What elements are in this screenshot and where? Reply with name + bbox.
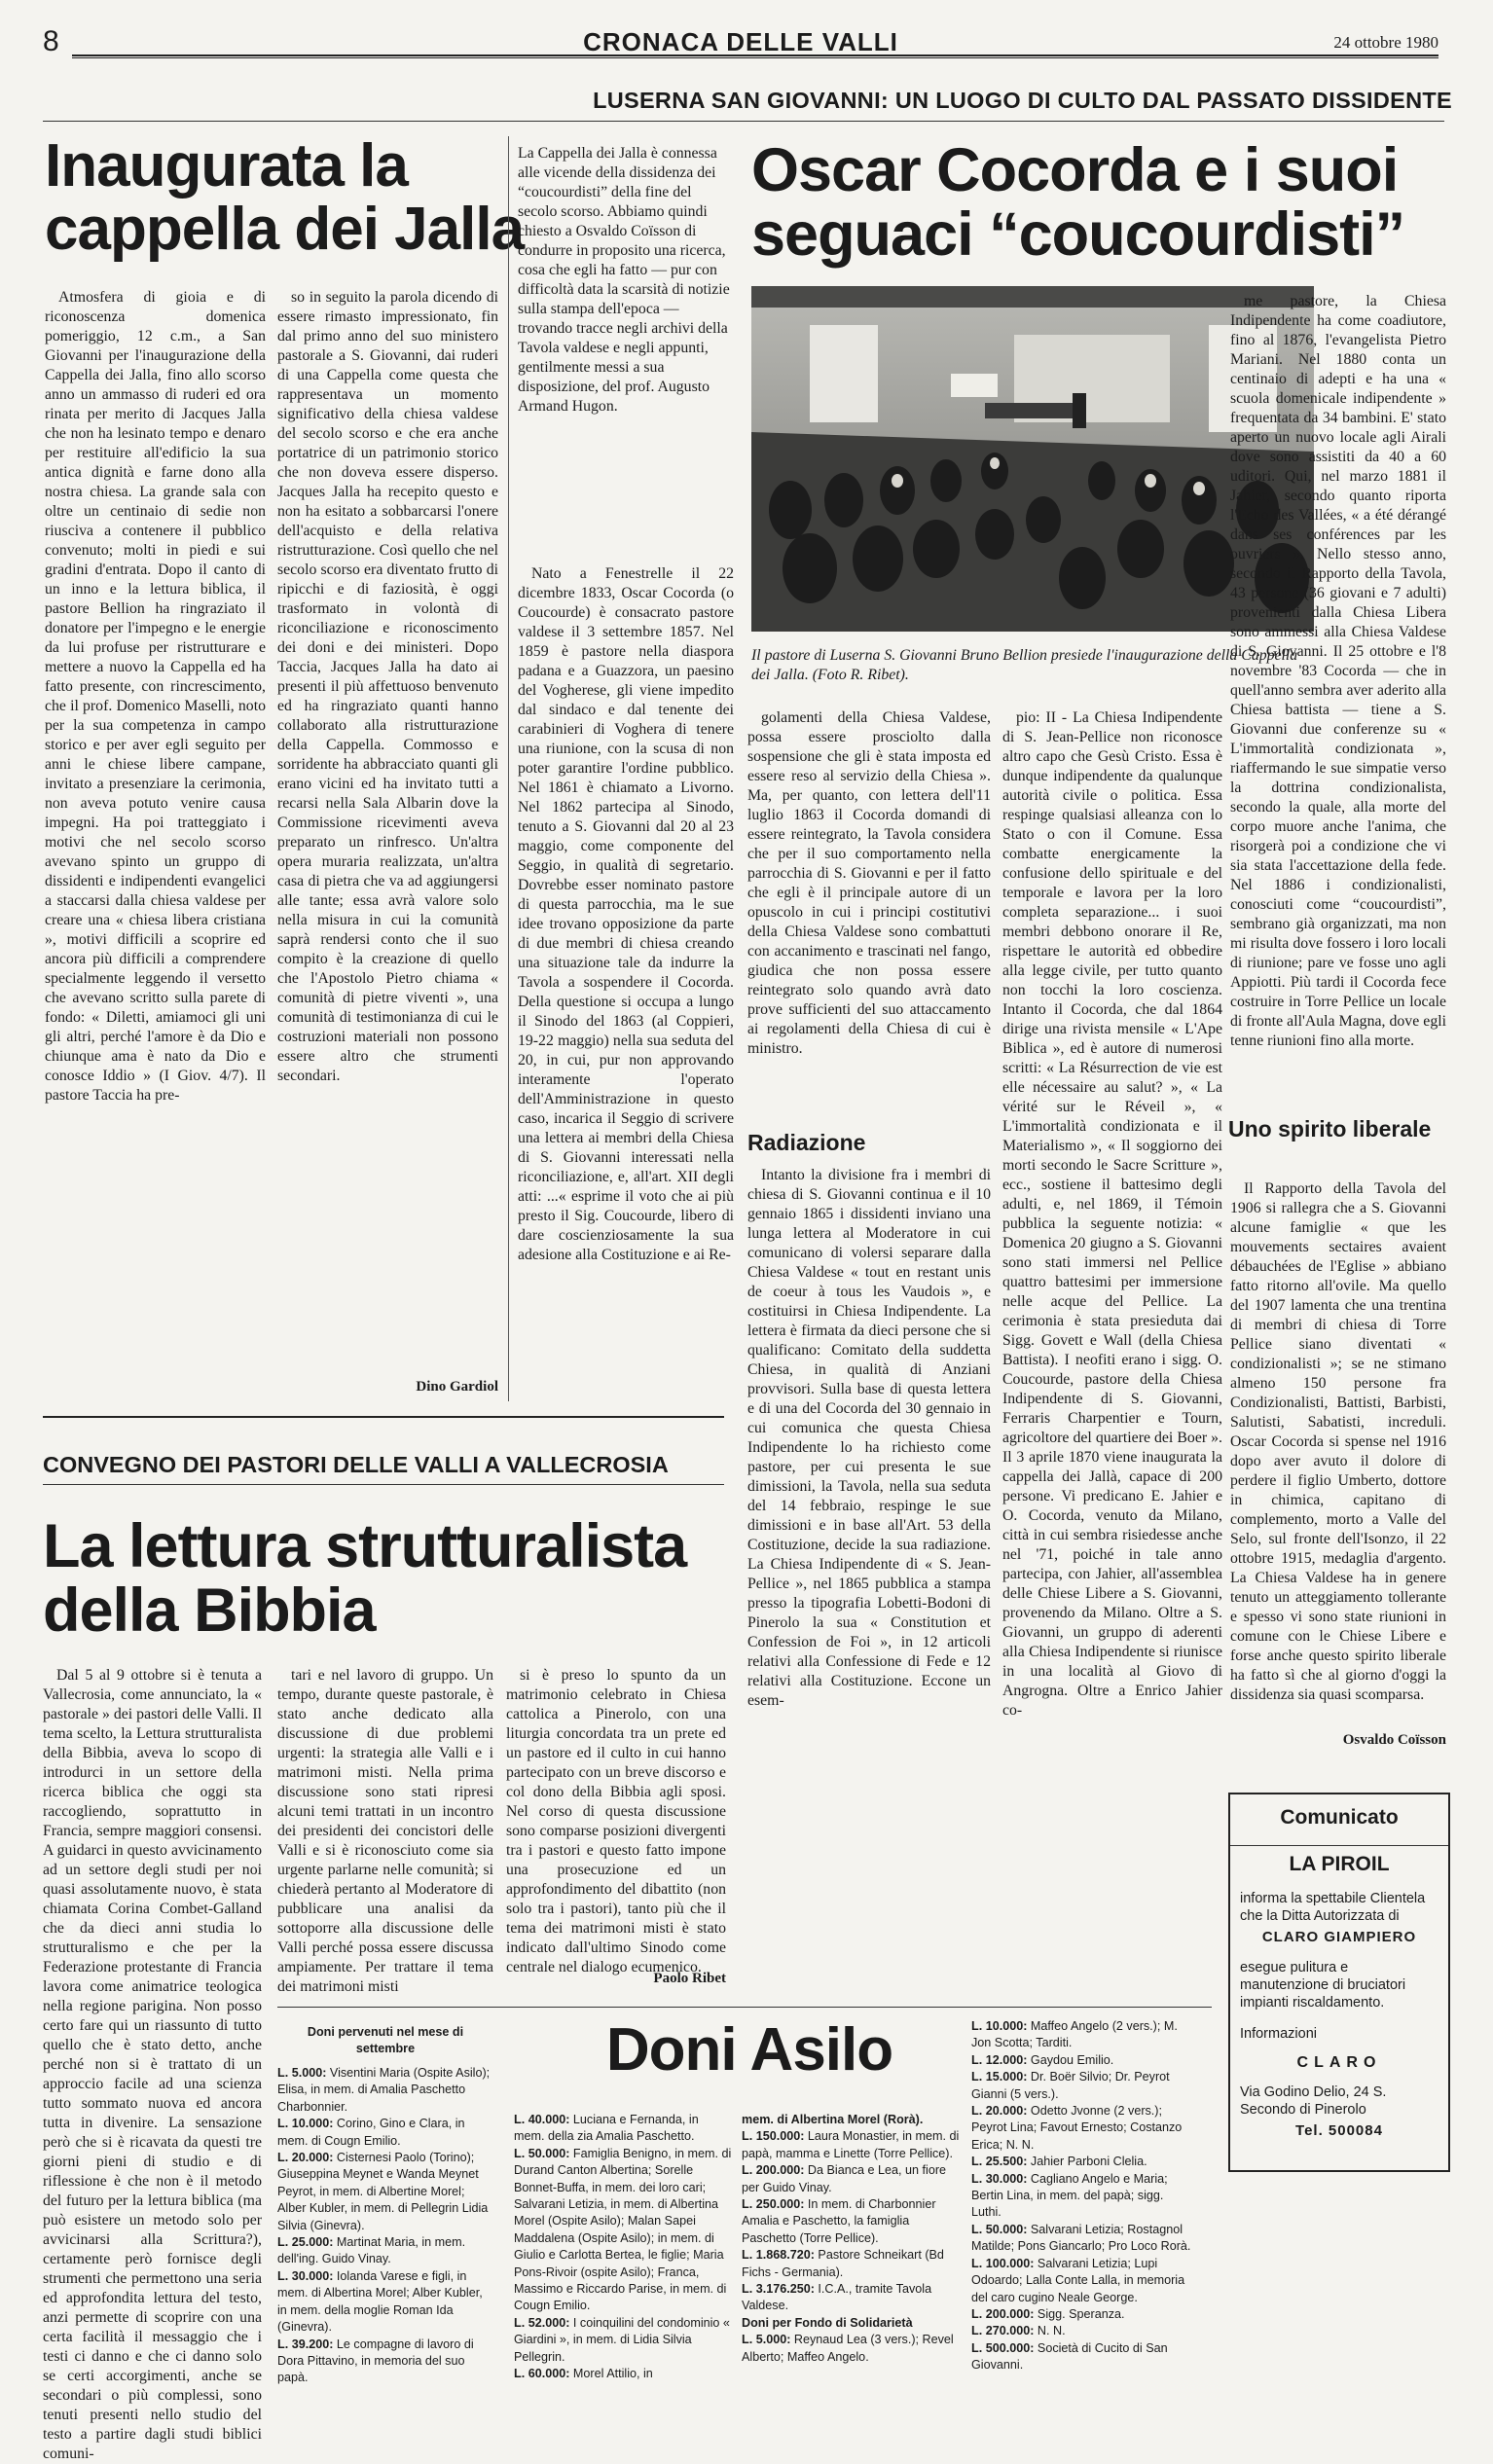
ad-header-rule bbox=[1230, 1845, 1448, 1846]
article2-column-c bbox=[1002, 708, 1222, 1919]
ad-telephone: Tel. 500084 bbox=[1295, 2122, 1383, 2139]
donation-entry: L. 52.000: I coinquilini del condominio « Giardini », in mem. di Lidia Silvia Pellegrin. bbox=[514, 2315, 730, 2364]
article2-column-b bbox=[747, 708, 991, 1156]
donation-entry: L. 15.000: Dr. Boër Silvio; Dr. Peyrot Gianni (5 vers.). bbox=[971, 2070, 1170, 2101]
doni-column-3 bbox=[742, 2112, 962, 2364]
article2-text-c: pio: II - La Chiesa Indipendente di S. Jean-Pellice non riconosce altro capo che Gesù Cristo. Essa è dunque indipendente da qualunque autorità civile o politica. Essa respinge qualsiasi alleanza con lo Stato o con il Comune. Essa combatte energicamente la confusione dello spirituale e del temporale e lavora per la loro completa separazione... i suoi membri debbono onorare il Re, rispettare le autorità ed obbedire alla legge civile, per tutto quanto non tocchi la loro coscienza. Intanto il Cocorda, che dal 1864 dirige una rivista mensile « L'Ape Biblica », ed è autore di numerosi scritti: « La Résurrection de vie est elle nécessaire au salut? », « La vérité sur le Réveil », « L'immortalità condizionata e il Materialismo », « Il soggiorno dei morti secondo le Sacre Scritture », ecc., sostiene il battesimo degli adulti, e, nel 1869, il Témoin pubblica la seguente notizia: « Domenica 20 giugno a S. Giovanni sono stati immersi nel Pellice quattro battesimi per immersione nelle acque del Pellice. La cerimonia è stata presieduta dai Sigg. Govett e Wall (della Chiesa Battista). I neofiti erano i sigg. O. Coucourde, pastore della Chiesa Indipendente di S. Giovanni, Ferraris Charpentier e Tourn, agricoltore del quartiere dei Boer ». Il 3 aprile 1870 viene inaugurata la cappella dei Jallà, capace di 200 persone. Vi predicano E. Jahier e O. Cocorda, venuto da Milano, città in cui sembra risiedesse anche nel '71, poiché in tale anno partecipa, con Jahier, all'assemblea delle Chiese Libere a S. Giovanni, provenendo da Milano. Oltre a S. Giovanni, un gruppo di aderenti alla Chiesa Indipendente si riunisce in una località al Giovo di Angrogna. Oltre a Enrico Jahier co- bbox=[1002, 709, 1222, 1719]
donation-entry: L. 10.000: Corino, Gino e Clara, in mem. di Cougn Emilio. bbox=[277, 2117, 465, 2148]
subhead-radiazione: Radiazione bbox=[747, 1130, 866, 1155]
donation-entry: L. 10.000: Maffeo Angelo (2 vers.); M. Jon Scotta; Tarditi. bbox=[971, 2019, 1178, 2050]
donation-entry: L. 30.000: Cagliano Angelo e Maria; Bertin Lina, in mem. del papà; sigg. Luthi. bbox=[971, 2171, 1168, 2220]
doni-headline: Doni Asilo bbox=[605, 2016, 893, 2084]
article1-headline: Inaugurata la cappella dei Jalla bbox=[45, 132, 525, 264]
column-rule bbox=[508, 136, 509, 1401]
donation-entry: L. 200.000: Da Bianca e Lea, un fiore per Guido Vinay. bbox=[742, 2163, 947, 2194]
article2-signature: Osvaldo Coïsson bbox=[1342, 1732, 1446, 1748]
doni-list-1 bbox=[277, 2065, 493, 2387]
article3-text-1: Dal 5 al 9 ottobre si è tenuta a Vallecrosia, come annunciato, la « pastorale » dei pastori delle Valli. Il tema scelto, la Lettura strutturalista della Bibbia, aveva lo scopo di introdurci in un settore della ricerca biblica che oggi sta raccogliendo, soprattutto in Francia, sempre maggiori consensi. A guidarci in questo avvicinamento ad un settore degli studi per noi quasi assolutamente nuovo, è stata chiamata Corina Combet-Galland che da dieci anni studia lo strutturalismo e che per la Federazione protestante di Francia lavora come animatrice teologica nella regione parigina. Non posso certo fare qui un riassunto di tutto quello che è stato detto, anche perché non si è trattato di un approccio facile ad una scienza tutto sommato nuova ed ancora tutta in divenire. La sensazione però che si è ricavata da questi tre giorni pieni di studio e di riflessione è che non è il metodo del futuro per la lettura biblica (ma può esistere un metodo solo per avvicinarsi alla Scrittura?), certamente però fornisce degli strumenti che permettono una seria ed approfondita lettura del testo, anzi permette di scoprire con una certa facilità il messaggio che i testi ci danno e che ci danno solo se certi accorgimenti, anche se secondari o più complessi, sono tenuti presenti nello studio del testo a partire dagli studi biblici comuni- bbox=[43, 1667, 262, 2462]
article2-column-a bbox=[518, 564, 734, 1399]
article2-column-d bbox=[1230, 292, 1446, 1109]
ad-header: Comunicato bbox=[1280, 1806, 1399, 1829]
ad-address: Via Godino Delio, 24 S. Secondo di Pinerolo bbox=[1240, 2084, 1387, 2118]
top-kicker: LUSERNA SAN GIOVANNI: UN LUOGO DI CULTO DAL PASSATO DISSIDENTE bbox=[593, 88, 1452, 113]
doni-small-title: Doni pervenuti nel mese di settembre bbox=[307, 2025, 464, 2055]
donation-entry: L. 20.000: Odetto Jvonne (2 vers.); Peyrot Lina; Favout Ernesto; Costanzo Erica; N. N. bbox=[971, 2104, 1183, 2152]
article3-kicker-rule bbox=[43, 1484, 724, 1485]
article1-text-2: so in seguito la parola dicendo di essere rimasto impressionato, fin dal primo anno del suo ministero pastorale a S. Giovanni, dai ruderi di una Cappella come questa che rappresentava un momento significativo della chiesa valdese del secolo scorso e che era anche portatrice di un patrimonio storico che non doveva essere disperso. Jacques Jalla ha recepito questo e non ha esitato a sobbarcarsi l'onere dell'acquisto e della relativa ristrutturazione. Così quello che nel secolo scorso era diventato frutto di ripicchi e di faziosità, è oggi trasformato in volontà di riconciliazione e riconoscimento dei doni e dei ministeri. Dopo Taccia, Jacques Jalla ha dato ai presenti il più affettuoso benvenuto ed ha ringraziato quanti hanno collaborato alla ristrutturazione della Cappella. Commosso e sorridente ha abbracciato quanti gli erano vicini ed ha invitato tutti a recarsi nella Sala Albarin dove la Commissione ricevimenti aveva preparato un rinfresco. Un'altra opera muraria realizzata, un'altra casa di pietra che va ad aggiungersi alle tante; essa avrà valore solo nella misura in cui la comunità saprà rendersi conto che il suo compito è la creazione di quello che l'Apostolo Pietro chiama « comunità di pietre viventi », una comunità di testimonianza di cui le costruzioni materiali non possono essere altro che strumenti secondari. bbox=[277, 289, 498, 1084]
article1-text-1: Atmosfera di gioia e di riconoscenza domenica pomeriggio, 12 c.m., a San Giovanni per l'inaugurazione della Cappella dei Jalla, fino allo scorso anno un ammasso di ruderi ed ora rinata per merito di Jacques Jalla che non ha lesinato tempo e denaro per restituire all'edificio la sua antica dignità e farne dono alla nostra chiesa. La grande sala con oltre un centinaio di sedie non riusciva a contenere il pubblico convenuto; molti in piedi e sui gradini d'entrata. Dopo il canto di un inno e la lettura biblica, il pastore Bellion ha ringraziato il donatore per l'impegno e le energie da lui profuse per ristrutturare e mettere a nuovo la Cappella ed ha fatto presente, con rincrescimento, che il prof. Domenico Maselli, noto per la sua competenza in campo storico e per aver egli seguito per anni le chiese libere campane, invitato a presenziare la cerimonia, non aveva potuto venire causa impegni. Ha poi tratteggiato i motivi che nel secolo scorso avevano spinto un gruppo di dissidenti e indipendenti evangelici a staccarsi dalla chiesa valdese per creare una « chiesa libera cristiana », motivi difficili a scoprire ed ancora più difficili a comprendere specialmente leggendo il versetto che avevano scritto sulla parete di fondo: « Diletti, amiamoci gli uni gli altri, perché l'amore è da Dio e chiunque ama è nato da Dio e conosce Iddio » (I Giov. 4/7). Il pastore Taccia ha pre- bbox=[45, 289, 266, 1104]
article3-signature: Paolo Ribet bbox=[653, 1971, 726, 1986]
ad-text: informa la spettabile Clientela che la Ditta Autorizzata di bbox=[1240, 1891, 1426, 1924]
donation-entry: L. 150.000: Laura Monastier, in mem. di papà, mamma e Linette (Torre Pellice). bbox=[742, 2129, 960, 2160]
donation-entry: L. 40.000: Luciana e Fernanda, in mem. della zia Amalia Paschetto. bbox=[514, 2113, 699, 2144]
page-number: 8 bbox=[43, 25, 59, 57]
article1-signature: Dino Gardiol bbox=[416, 1379, 498, 1395]
article1-column-2 bbox=[277, 288, 498, 1378]
donation-entry: L. 25.000: Martinat Maria, in mem. dell'ing. Guido Vinay. bbox=[277, 2235, 466, 2266]
article2-column-d2 bbox=[1230, 1179, 1446, 1734]
donation-entry: L. 270.000: N. N. bbox=[971, 2324, 1066, 2338]
top-kicker-rule bbox=[43, 121, 1444, 122]
article3-text-3: si è preso lo spunto da un matrimonio celebrato in Chiesa cattolica a Pinerolo, con una liturgia concordata tra un prete ed un pastore ed il culto in cui hanno partecipato con un breve discorso e col dono della Bibbia agli sposi. Nel corso di questa discussione sono comparse posizioni divergenti tra i pastori e questo fatto impone una prosecuzione ed un approfondimento del dibattito (non solo tra i pastori), tanto più che il tema dei matrimoni misti è stato indicato dall'ultimo Sinodo come centrale nel dialogo ecumenico. bbox=[506, 1667, 726, 1975]
donation-entry: L. 250.000: In mem. di Charbonnier Amalia e Paschetto, la famiglia Paschetto (Torre Pellice). bbox=[742, 2197, 936, 2245]
article3-headline: La lettura strutturalista della Bibbia bbox=[43, 1512, 687, 1646]
donation-entry: L. 100.000: Salvarani Letizia; Lupi Odoardo; Lalla Conte Lalla, in memoria del caro cugino Neale George. bbox=[971, 2256, 1185, 2304]
donation-entry: L. 1.868.720: Pastore Schneikart (Bd Fichs - Germania). bbox=[742, 2248, 944, 2279]
newspaper-name: CRONACA DELLE VALLI bbox=[583, 27, 898, 56]
donation-entry: L. 20.000: Cisternesi Paolo (Torino); Giuseppina Meynet e Wanda Meynet Peyrot, in mem. di Albertine Morel; Alber Kubler, in mem. di Pellegrin Lidia Silvia (Ginevra). bbox=[277, 2151, 489, 2232]
ad-authorized-company: CLARO GIAMPIERO bbox=[1261, 1929, 1417, 1945]
donation-entry: mem. di Albertina Morel (Rorà). bbox=[742, 2113, 924, 2126]
article2-text-b2: Intanto la divisione fra i membri di chiesa di S. Giovanni continua e il 10 gennaio 1865 i dissidenti inviano una lunga lettera al Moderatore in cui comunicano di volersi separare dalla Chiesa Valdese « tout en restant unis de coeur à tous les Vaudois », e costituirsi in Chiesa Indipendente. La lettera è firmata da dieci persone che si qualificano: Comitato della suddetta Chiesa, in qualità di Anziani provvisori. Sulla base di questa lettera e di una del Cocorda del 30 gennaio in cui comunica che questa Chiesa Indipendente lo ha richiesto come pastore, per cui presenta le sue dimissioni, la Tavola, nella sua seduta del 14 febbraio, respinge le sue dimissioni e in base all'Art. 53 della Costituzione, decide la sua radiazione. La Chiesa Indipendente di « S. Jean-Pellice », nel 1865 pubblica a stampa presso la tipografia Lobetti-Bodoni di Pinerolo la sua « Constitution et Confession de Foi », in 12 articoli relativi alla Confessione di Fede e 12 relativi alla Costituzione. Eccone un esem- bbox=[747, 1167, 991, 1709]
masthead-rule-thin bbox=[72, 57, 1438, 58]
article1-column-1 bbox=[45, 288, 266, 1397]
ad-info-label: Informazioni bbox=[1240, 2026, 1317, 2042]
donation-entry: L. 50.000: Famiglia Benigno, in mem. di Durand Canton Albertina; Sorelle Bonnet-Buffa, in mem. dei loro cari; Salvarani Letizia, in mem. di Albertina Morel (Ospite Asilo); Malan Sapei Maddalena (Ospite Asilo); in mem. di Giulio e Carlotta Bertea, le figlie; Maria Pons-Rivoir (ospite Asilo); Franca, Massimo e Riccardo Parise, in mem. di Cougn Emilio. bbox=[514, 2146, 732, 2313]
article3-column-1 bbox=[43, 1666, 262, 2462]
doni-column-1 bbox=[277, 2024, 493, 2385]
doni-column-4 bbox=[971, 2018, 1191, 2373]
masthead bbox=[43, 25, 1438, 58]
photo-caption: Il pastore di Luserna S. Giovanni Bruno Bellion presiede l'inaugurazione della Cappella dei Jalla. (Foto R. Ribet). bbox=[751, 647, 1298, 683]
ad-brand: CLARO bbox=[1296, 2054, 1382, 2071]
article2-intro bbox=[518, 144, 734, 553]
donation-entry: L. 30.000: Iolanda Varese e figli, in mem. di Albertina Morel; Alber Kubler, in mem. della moglie Roman Ida (Ginevra). bbox=[277, 2268, 483, 2335]
doni-list-4 bbox=[971, 2018, 1191, 2374]
article3-text-2: tari e nel lavoro di gruppo. Un tempo, durante queste pastorale, è stato anche dedicato alla discussione di due problemi urgenti: la strategia alle Valli e i matrimoni misti. Nella prima discussione sono stati ripresi alcuni temi trattati in un incontro dei presidenti dei concistori delle Valli e si è riconosciuto come sia urgente parlarne nelle comunità; si chiederà pertanto al Moderatore di pubblicare una analisi da sottoporre alla discussione delle Valli perché possa essere discussa ampiamente. Per trattare il tema dei matrimoni misti bbox=[277, 1667, 493, 1995]
donation-entry: L. 5.000: Visentini Maria (Ospite Asilo); Elisa, in mem. di Amalia Paschetto Charbonnier. bbox=[277, 2066, 491, 2114]
donation-entry: L. 12.000: Gaydou Emilio. bbox=[971, 2052, 1114, 2067]
donation-entry: L. 500.000: Società di Cucito di San Giovanni. bbox=[971, 2340, 1168, 2373]
issue-date: 24 ottobre 1980 bbox=[1333, 33, 1438, 52]
doni-list-2 bbox=[514, 2112, 732, 2383]
subhead-spirito-liberale: Uno spirito liberale bbox=[1228, 1116, 1432, 1141]
article2-intro-text: La Cappella dei Jalla è connessa alle vicende della dissidenza dei “coucourdisti” della fine del secolo scorso. Abbiamo quindi chiesto a Osvaldo Coïsson di condurre in proposito una ricerca, cosa che egli ha fatto — pur con difficoltà data la scarsità di notizie sulla stampa dell'epoca — trovando tracce negli archivi della Tavola valdese e negli appunti, gentilmente messi a sua disposizione, del prof. Augusto Armand Hugon. bbox=[518, 145, 730, 415]
donation-entry: L. 3.176.250: I.C.A., tramite Tavola Valdese. bbox=[742, 2282, 932, 2313]
ad-company-name: LA PIROIL bbox=[1289, 1853, 1390, 1875]
doni-list-3 bbox=[742, 2112, 962, 2366]
article2-text-b: golamenti della Chiesa Valdese, possa essere prosciolto dalla sospensione che gli è stata imposta ed essere reso al servizio della Chiesa ». Ma, per quanto, con lettera dell'11 luglio 1863 il Cocorda domandi di essere reintegrato, la Tavola considera che per il suo comportamento nella parrocchia di S. Giovanni e per il fatto che egli è il principale autore di un opuscolo in cui i principi costitutivi della Chiesa Valdese sono combattuti con accanimento e trascinati nel fango, giudica che non possa essere reintegrato solo quando avrà dato prove sufficienti del suo attaccamento ai regolamenti della Chiesa di cui è ministro. bbox=[747, 709, 991, 1057]
doni-rule bbox=[277, 2007, 1212, 2008]
article2-column-b2 bbox=[747, 1166, 991, 1909]
donation-entry: L. 39.200: Le compagne di lavoro di Dora Pittavino, in memoria del suo papà. bbox=[277, 2337, 474, 2385]
donation-entry: Doni per Fondo di Solidarietà bbox=[742, 2315, 913, 2330]
donation-entry: L. 60.000: Morel Attilio, in bbox=[514, 2367, 653, 2381]
donation-entry: L. 200.000: Sigg. Speranza. bbox=[971, 2306, 1125, 2321]
article2-text-a: Nato a Fenestrelle il 22 dicembre 1833, Oscar Cocorda (o Coucourde) è consacrato pastore valdese il 3 settembre 1857. Nel 1859 è pastore nella diaspora padana e a Guazzora, un paesino del Vogherese, gli viene impedito dal sindaco e dal tenente dei carabinieri di Voghera di tenere una riunione, con la scusa di non poter garantire l'ordine pubblico. Nel 1861 è chiamato a Livorno. Nel 1862 partecipa al Sinodo, tenuto a S. Giovanni dal 20 al 23 maggio, come componente del Seggio, in qualità di segretario. Dovrebbe esser nominato pastore di questa parrocchia, ma le sue idee trovano opposizione da parte di due membri di chiesa creando una situazione tale da indurre la Tavola a sospendere il Cocorda. Della questione si occupa a lungo il Sinodo del 1863 (al Coppieri, 19-22 maggio) nella sua seduta del 20, in cui, pur non approvando interamente l'operato dell'Amministrazione in questo caso, incarica il Seggio di scrivere una lettera ai membri della Chiesa di S. Giovanni interessati nella riconciliazione, e, all'art. XII degli atti: ...« esprime il voto che ai più presto il Sig. Coucourde, libero di dare coscienziosamente la sua adesione alla Costituzione e ai Re- bbox=[518, 565, 734, 1263]
advertisement-box bbox=[1228, 1793, 1450, 2172]
donation-entry: L. 5.000: Reynaud Lea (3 vers.); Revel Alberto; Maffeo Angelo. bbox=[742, 2333, 954, 2364]
donation-entry: L. 50.000: Salvarani Letizia; Rostagnol Matilde; Pons Giancarlo; Pro Loco Rorà. bbox=[971, 2222, 1191, 2254]
article3-column-2 bbox=[277, 1666, 493, 1995]
ad-services: esegue pulitura e manutenzione di bruciatori impianti riscaldamento. bbox=[1240, 1960, 1406, 2011]
article2-headline: Oscar Cocorda e i suoi seguaci “coucourdisti” bbox=[751, 136, 1405, 270]
donation-entry: L. 25.500: Jahier Parboni Clelia. bbox=[971, 2155, 1147, 2169]
article3-kicker: CONVEGNO DEI PASTORI DELLE VALLI A VALLECROSIA bbox=[43, 1452, 669, 1477]
doni-column-2 bbox=[514, 2112, 732, 2381]
article2-text-d2: Il Rapporto della Tavola del 1906 si rallegra che a S. Giovanni alcune famiglie « que les mouvements sectaires avaient débauchées de l'Eglise » abbiano fatto ritorno all'ovile. Ma quello del 1907 lamenta che una trentina di membri di chiesa di Torre Pellice siano diventati « condizionalisti »; se ne stimano almeno 150 persone fra Condizionalisti, Battisti, Barbisti, Salutisti, Sabatisti, increduli. Oscar Cocorda si spense nel 1916 dopo aver avuto il dolore di perdere il figlio Umberto, dottore in chimica, capitano di complemento, morto a Valle del Selo, sul fronte dell'Isonzo, il 22 ottobre 1915, medaglia d'argento. La Chiesa Valdese ha in genere tenuto un atteggiamento tollerante e spesso vi sono state riunioni in comune con le Chiese Libere e forse anche questo spirito liberale ha fatto sì che al giorno d'oggi la dissidenza sia quasi scomparsa. bbox=[1230, 1180, 1446, 1703]
article3-column-3 bbox=[506, 1666, 726, 1975]
article2-text-d: me pastore, la Chiesa Indipendente ha come coadiutore, fino al 1876, l'evangelista Pietro Mariani. Nel 1880 conta un centinaio di adepti e ha una « scuola domenicale indipendente » frequentata da 34 bambini. E' stato aperto un nuovo locale agli Airali dove sono assistiti da 40 a 60 uditori. Qui, nel marzo 1881 il Jahier, secondo quanto riporta l'Echo des Vallées, « a été dérangé dans ses conférences par les ouvriers ». Nello stesso anno, secondo il Rapporto della Tavola, 43 persone (36 giovani e 7 adulti) provenienti dalla Chiesa Libera sono ammessi alla Chiesa Valdese di S. Giovanni. Il 25 ottobre e l'8 novembre '83 Cocorda — che in quell'anno sembra aver aderito alla Chiesa battista — tiene a S. Giovanni due conferenze su « L'immortalità condizionata », riaffermando le sue simpatie verso la dottrina condizionalista, secondo la quale, alla morte del corpo muore anche l'anima, che risorgerà poi a condizione che vi sia stata l'accettazione della fede. Nel 1886 i condizionalisti, conosciuti come “coucourdisti”, sembrano già organizzati, ma non mi risulta dove fossero i loro locali di riunione; pare ve fosse uno agli Appiotti. Più tardi il Cocorda fece costruire in Torre Pellice un locale di fronte all'Aula Magna, dove egli tenne riunioni fino alla morte. bbox=[1230, 293, 1446, 1049]
article3-rule bbox=[43, 1416, 724, 1418]
